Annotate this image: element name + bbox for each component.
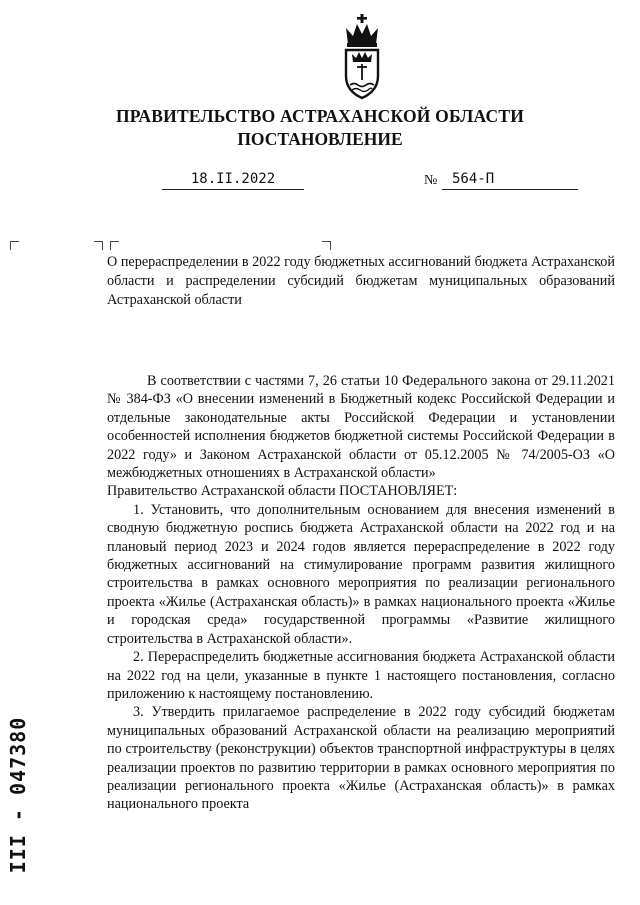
document-number: 564-П [442,171,578,190]
body-item-1: 1. Установить, что дополнительным основанием для внесения изменений в сводную бюджетную роспись бюджета Астраханской области на 2022 год и на плановый период 2023 и 2024 годов является перераспределение в 2022 году бюджетных ассигнований на стимулирование программ развития жилищного строительства в рамках основного мероприятия по реализации регионального проекта «Жилье (Астраханская область)» в рамках национального проекта «Жилье и городская среда» государственной программы «Развитие жилищного строительства в Астраханской области». [107,501,615,647]
document-number-label: № [424,173,438,188]
serial-stamp-text: ІІІ - 047380 [6,716,30,874]
document-subject: О перераспределении в 2022 году бюджетных ассигнований бюджета Астраханской области и распределении субсидий бюджетам муниципальных образований Астраханской области [107,254,615,308]
corner-mark [10,241,19,250]
corner-mark [110,241,119,250]
serial-stamp [2,708,34,883]
corner-mark [94,241,103,250]
document-body [107,372,615,814]
organization-title: ПРАВИТЕЛЬСТВО АСТРАХАНСКОЙ ОБЛАСТИ [115,106,525,126]
decree-line: Правительство Астраханской области ПОСТАНОВЛЯЕТ: [107,483,458,500]
body-item-3: 3. Утвердить прилагаемое распределение в 2022 году субсидий бюджетам муниципальных образований Астраханской области на реализацию мероприятий по строительству (реконструкции) объектов транспортной инфраструктуры в целях реализации проектов по развитию территории в рамках основного мероприятия по реализации регионального проекта «Жилье (Астраханская область)» в рамках национального проекта [107,704,615,813]
coat-of-arms-icon [338,14,386,100]
document-date: 18.II.2022 [162,171,304,190]
corner-mark [322,241,331,250]
body-item-2: 2. Перераспределить бюджетные ассигнования бюджета Астраханской области на 2022 год на цели, указанные в пункте 1 настоящего постановления, согласно приложению к настоящему постановлению. [107,649,615,702]
preamble-paragraph: В соответствии с частями 7, 26 статьи 10 Федерального закона от 29.11.2021 № 384-ФЗ «О внесении изменений в Бюджетный кодекс Российской Федерации и отдельные законодательные акты Российской Федерации и установлении особенностей исполнения бюджетов бюджетной системы Российской Федерации в 2022 году» и Законом Астраханской области от 05.12.2005 № 74/2005-ОЗ «О межбюджетных отношениях в Астраханской области» [107,373,615,482]
document-type: ПОСТАНОВЛЕНИЕ [237,129,403,149]
